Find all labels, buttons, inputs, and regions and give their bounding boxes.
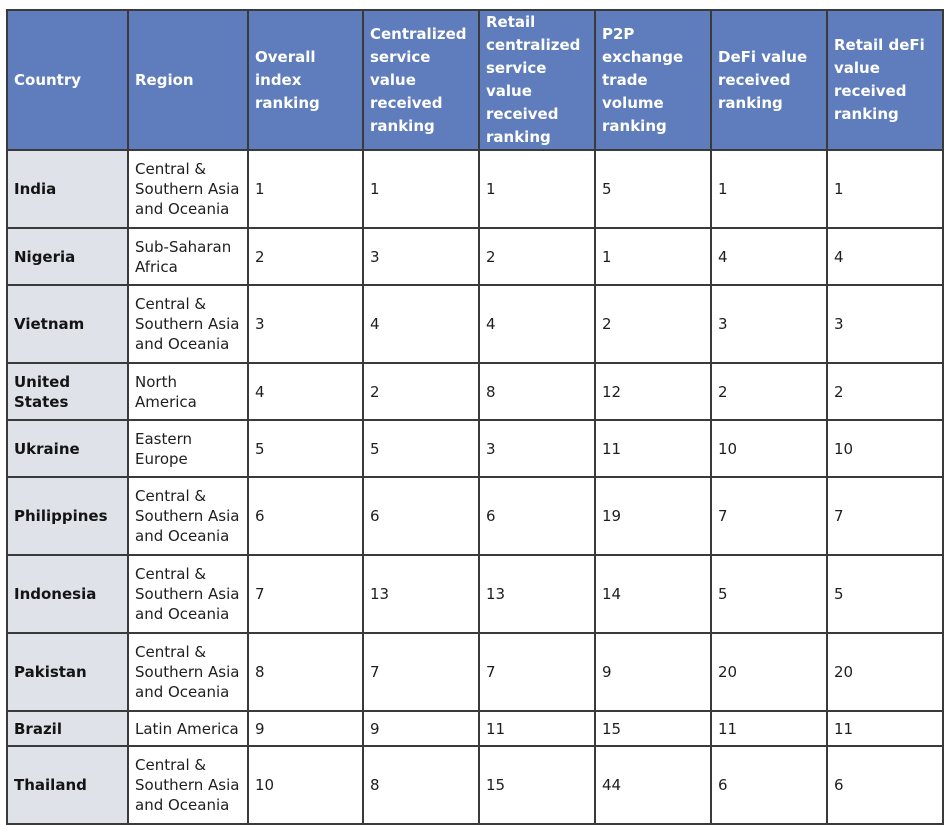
header-defi-value-ranking: DeFi value received ranking [711, 10, 827, 150]
p2p-cell: 1 [595, 228, 711, 285]
retail-centralized-cell: 8 [479, 363, 595, 420]
table-header [7, 10, 943, 150]
defi-cell: 4 [711, 228, 827, 285]
country-cell: Brazil [7, 711, 128, 746]
retail-centralized-cell: 2 [479, 228, 595, 285]
p2p-cell: 14 [595, 555, 711, 633]
retail-defi-cell: 7 [827, 477, 943, 555]
region-cell: Central & Southern Asia and Oceania [128, 633, 248, 711]
overall-cell: 4 [248, 363, 363, 420]
p2p-cell: 44 [595, 746, 711, 824]
header-overall-index-ranking: Overall index ranking [248, 10, 363, 150]
p2p-cell: 9 [595, 633, 711, 711]
defi-cell: 10 [711, 420, 827, 477]
centralized-cell: 1 [363, 150, 479, 228]
retail-defi-cell: 20 [827, 633, 943, 711]
country-cell: Nigeria [7, 228, 128, 285]
centralized-cell: 5 [363, 420, 479, 477]
overall-cell: 6 [248, 477, 363, 555]
retail-centralized-cell: 13 [479, 555, 595, 633]
region-cell: Central & Southern Asia and Oceania [128, 150, 248, 228]
retail-centralized-cell: 1 [479, 150, 595, 228]
retail-centralized-cell: 6 [479, 477, 595, 555]
retail-defi-cell: 10 [827, 420, 943, 477]
country-cell: United States [7, 363, 128, 420]
p2p-cell: 19 [595, 477, 711, 555]
table-row [7, 285, 943, 363]
retail-defi-cell: 11 [827, 711, 943, 746]
header-region: Region [128, 10, 248, 150]
defi-cell: 3 [711, 285, 827, 363]
defi-cell: 2 [711, 363, 827, 420]
country-cell: India [7, 150, 128, 228]
centralized-cell: 2 [363, 363, 479, 420]
region-cell: Central & Southern Asia and Oceania [128, 285, 248, 363]
table-row [7, 711, 943, 746]
region-cell: Central & Southern Asia and Oceania [128, 477, 248, 555]
p2p-cell: 12 [595, 363, 711, 420]
table-row [7, 633, 943, 711]
country-cell: Indonesia [7, 555, 128, 633]
defi-cell: 5 [711, 555, 827, 633]
retail-centralized-cell: 4 [479, 285, 595, 363]
defi-cell: 7 [711, 477, 827, 555]
retail-defi-cell: 5 [827, 555, 943, 633]
p2p-cell: 2 [595, 285, 711, 363]
overall-cell: 8 [248, 633, 363, 711]
region-cell: Central & Southern Asia and Oceania [128, 555, 248, 633]
defi-cell: 11 [711, 711, 827, 746]
retail-centralized-cell: 11 [479, 711, 595, 746]
table-row [7, 150, 943, 228]
defi-cell: 6 [711, 746, 827, 824]
p2p-cell: 11 [595, 420, 711, 477]
centralized-cell: 3 [363, 228, 479, 285]
table-row [7, 477, 943, 555]
centralized-cell: 6 [363, 477, 479, 555]
p2p-cell: 15 [595, 711, 711, 746]
header-p2p-exchange-ranking: P2P exchange trade volume ranking [595, 10, 711, 150]
header-row [7, 10, 943, 150]
country-cell: Philippines [7, 477, 128, 555]
table-row [7, 363, 943, 420]
overall-cell: 10 [248, 746, 363, 824]
region-cell: Latin America [128, 711, 248, 746]
region-cell: Central & Southern Asia and Oceania [128, 746, 248, 824]
retail-defi-cell: 4 [827, 228, 943, 285]
retail-defi-cell: 1 [827, 150, 943, 228]
table-row [7, 746, 943, 824]
p2p-cell: 5 [595, 150, 711, 228]
centralized-cell: 7 [363, 633, 479, 711]
overall-cell: 5 [248, 420, 363, 477]
region-cell: Eastern Europe [128, 420, 248, 477]
overall-cell: 3 [248, 285, 363, 363]
retail-centralized-cell: 7 [479, 633, 595, 711]
country-cell: Vietnam [7, 285, 128, 363]
retail-defi-cell: 3 [827, 285, 943, 363]
table-row [7, 228, 943, 285]
retail-centralized-cell: 3 [479, 420, 595, 477]
centralized-cell: 4 [363, 285, 479, 363]
defi-cell: 20 [711, 633, 827, 711]
header-centralized-service-ranking: Centralized service value received ranking [363, 10, 479, 150]
retail-defi-cell: 2 [827, 363, 943, 420]
header-retail-defi-ranking: Retail deFi value received ranking [827, 10, 943, 150]
table-row [7, 420, 943, 477]
ranking-table [6, 9, 944, 825]
table-body [7, 150, 943, 824]
country-cell: Pakistan [7, 633, 128, 711]
region-cell: North America [128, 363, 248, 420]
overall-cell: 7 [248, 555, 363, 633]
retail-centralized-cell: 15 [479, 746, 595, 824]
header-country: Country [7, 10, 128, 150]
country-cell: Ukraine [7, 420, 128, 477]
retail-defi-cell: 6 [827, 746, 943, 824]
overall-cell: 9 [248, 711, 363, 746]
country-cell: Thailand [7, 746, 128, 824]
centralized-cell: 13 [363, 555, 479, 633]
header-retail-centralized-ranking: Retail centralized service value received ranking [479, 10, 595, 150]
centralized-cell: 8 [363, 746, 479, 824]
table-row [7, 555, 943, 633]
defi-cell: 1 [711, 150, 827, 228]
centralized-cell: 9 [363, 711, 479, 746]
region-cell: Sub-Saharan Africa [128, 228, 248, 285]
overall-cell: 2 [248, 228, 363, 285]
overall-cell: 1 [248, 150, 363, 228]
